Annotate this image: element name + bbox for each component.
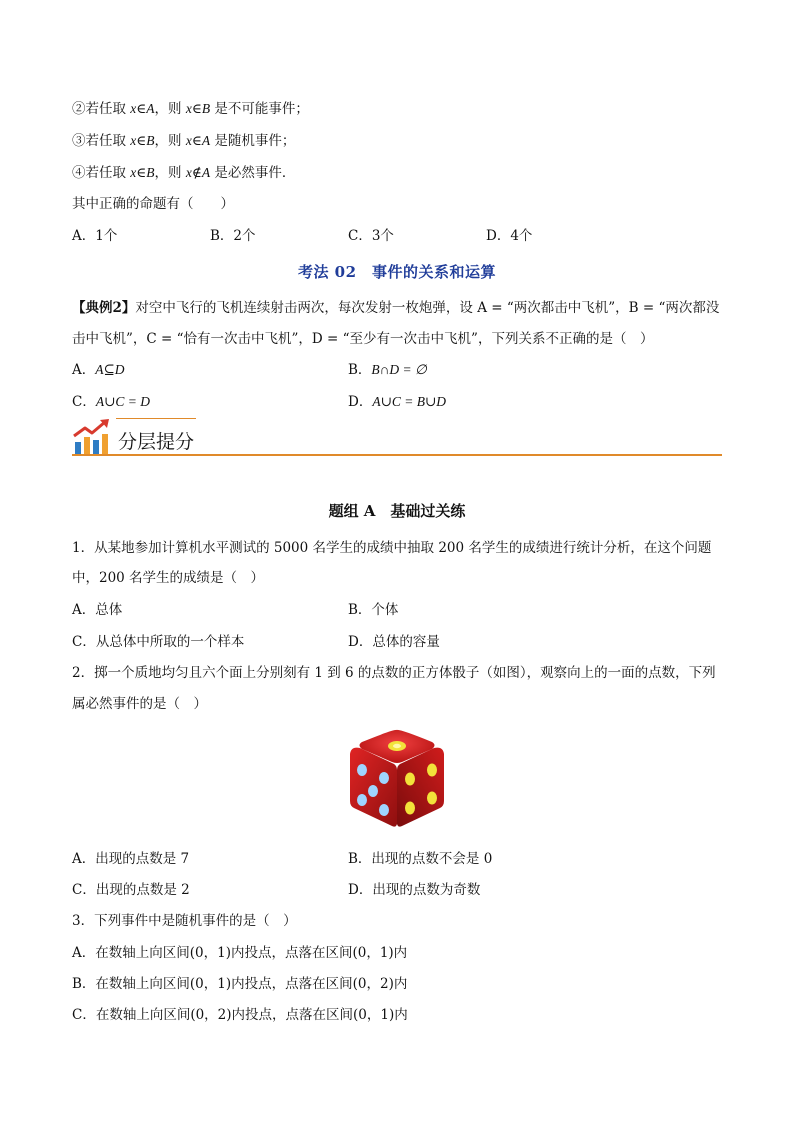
section-banner — [72, 418, 722, 458]
example-line-1: 【典例2】对空中飞行的飞机连续射击两次，每次发射一枚炮弹，设 A = “两次都击中飞机”，B = “两次都没 — [72, 300, 720, 316]
q1-option-d: D．总体的容量 — [348, 634, 440, 650]
statement-4: ④若任取 x∈B，则 x∉A 是必然事件． — [72, 165, 296, 181]
q2-line-1: 2．掷一个质地均匀且六个面上分别刻有 1 到 6 的点数的正方体骰子（如图），观察向上的一面的点数，下列 — [72, 665, 716, 681]
growth-chart-icon — [72, 418, 112, 456]
q3-option-c: C．在数轴上向区间(0，2)内投点，点落在区间(0，1)内 — [72, 1007, 408, 1023]
q1-option-c: C．从总体中所取的一个样本 — [72, 634, 245, 650]
q1-line-2: 中，200 名学生的成绩是（ ） — [72, 570, 265, 586]
example-option-d: D．A∪C = B∪D — [348, 394, 447, 410]
q3-line-1: 3．下列事件中是随机事件的是（ ） — [72, 913, 297, 929]
statement-3: ③若任取 x∈B，则 x∈A 是随机事件； — [72, 133, 296, 149]
example-option-b: B．B∩D = ∅ — [348, 362, 427, 378]
example-line-2: 击中飞机”，C = “恰有一次击中飞机”，D = “至少有一次击中飞机”，下列关系不正确的是（ ） — [72, 331, 654, 347]
option-d: D．4个 — [486, 228, 533, 244]
option-b: B．2个 — [210, 228, 256, 244]
q2-option-b: B．出现的点数不会是 0 — [348, 851, 493, 867]
example-tag: 【典例2】 — [72, 300, 136, 316]
option-a: A．1个 — [72, 228, 118, 244]
q2-line-2: 属必然事件的是（ ） — [72, 696, 207, 712]
banner-rule — [72, 454, 722, 456]
section-title: 考法 02 事件的关系和运算 — [297, 263, 497, 281]
statement-2: ②若任取 x∈A，则 x∈B 是不可能事件； — [72, 101, 309, 117]
example-option-c: C．A∪C = D — [72, 394, 151, 410]
banner-label: 分层提分 — [118, 431, 195, 453]
option-c: C．3个 — [348, 228, 394, 244]
question-prompt: 其中正确的命题有（ ） — [72, 196, 234, 212]
group-title: 题组 A 基础过关练 — [328, 502, 466, 520]
banner-top-rule — [116, 418, 196, 419]
q3-option-b: B．在数轴上向区间(0，1)内投点，点落在区间(0，2)内 — [72, 976, 408, 992]
q1-line-1: 1．从某地参加计算机水平测试的 5000 名学生的成绩中抽取 200 名学生的成绩进行统计分析，在这个问题 — [72, 540, 712, 556]
q2-option-c: C．出现的点数是 2 — [72, 882, 190, 898]
q1-option-a: A．总体 — [72, 602, 123, 618]
q2-option-a: A．出现的点数是 7 — [72, 851, 190, 867]
example-option-a: A．A⊆D — [72, 362, 125, 378]
q3-option-a: A．在数轴上向区间(0，1)内投点，点落在区间(0，1)内 — [72, 945, 408, 961]
dice-image — [342, 724, 452, 834]
q2-option-d: D．出现的点数为奇数 — [348, 882, 481, 898]
q1-option-b: B．个体 — [348, 602, 399, 618]
